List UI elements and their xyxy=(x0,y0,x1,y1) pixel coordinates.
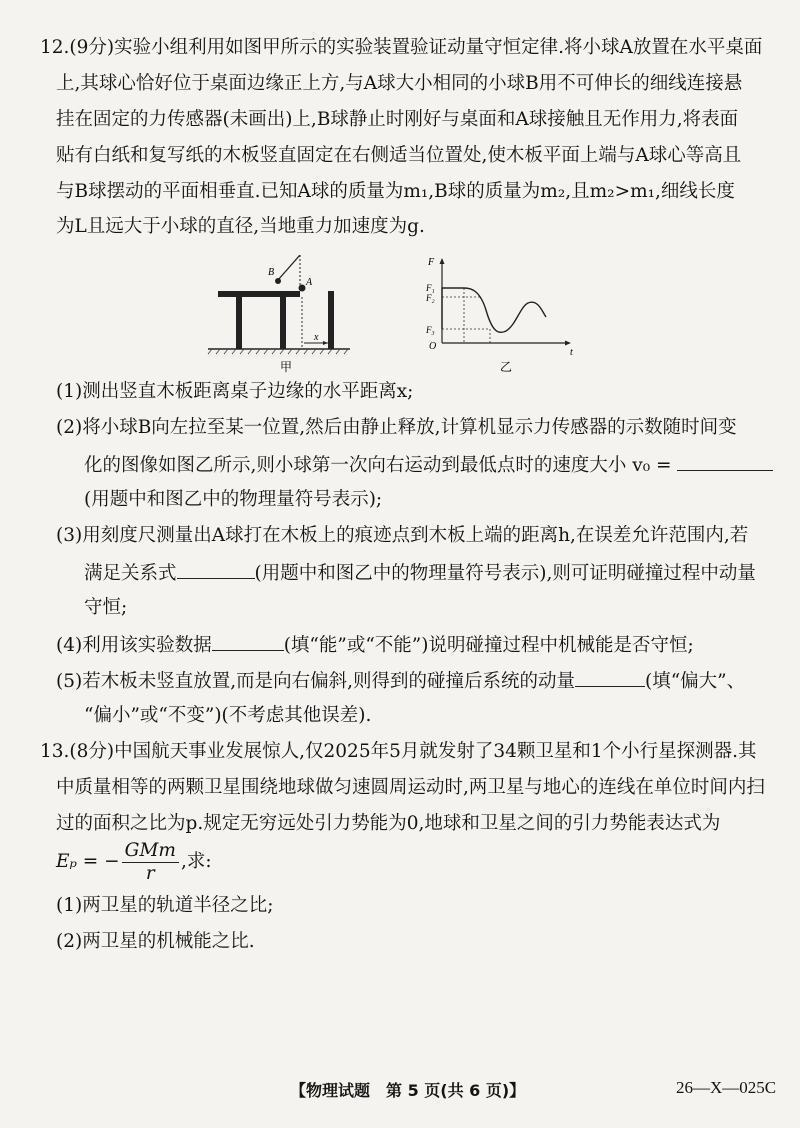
answer-blank-energy[interactable] xyxy=(212,632,284,651)
ball-a xyxy=(299,285,306,292)
q12-sub1: (1)测出竖直木板距离桌子边缘的水平距离x; xyxy=(56,381,414,402)
ground-hatch xyxy=(208,349,348,354)
q12-sub5-line1 xyxy=(56,668,786,694)
force-curve xyxy=(442,288,546,332)
q13-formula xyxy=(56,836,786,888)
table-leg-left xyxy=(236,297,242,349)
label-f3: F₃ xyxy=(426,325,435,335)
formula-tail: ,求: xyxy=(180,851,212,872)
table-top xyxy=(218,291,300,297)
q13-line-2: 中质量相等的两颗卫星围绕地球做匀速圆周运动时,两卫星与地心的连线在单位时间内扫 xyxy=(56,777,765,798)
q12-sub5-text-a: (5)若木板未竖直放置,而是向右偏斜,则得到的碰撞后系统的动量 xyxy=(56,671,575,692)
q12-sub4-text-b: (填“能”或“不能”)说明碰撞过程中机械能是否守恒; xyxy=(283,635,694,656)
label-f2: F₂ xyxy=(426,293,435,303)
q13-sub1: (1)两卫星的轨道半径之比; xyxy=(56,895,274,916)
label-a: A xyxy=(306,277,313,288)
axis-label-t: t xyxy=(570,347,573,358)
q12-line-3: 挂在固定的力传感器(未画出)上,B球静止时刚好与桌面和A球接触且无作用力,将表面 xyxy=(56,109,739,130)
q12-sub2-line3: (用题中和图乙中的物理量符号表示); xyxy=(84,489,383,510)
q13-sub2: (2)两卫星的机械能之比. xyxy=(56,931,255,952)
label-x: x xyxy=(314,332,319,343)
q12-line-2: 上,其球心恰好位于桌面边缘正上方,与A球大小相同的小球B用不可伸长的细线连接悬 xyxy=(56,73,743,94)
q13-line-3: 过的面积之比为p.规定无穷远处引力势能为0,地球和卫星之间的引力势能表达式为 xyxy=(56,813,721,834)
q12-sub4 xyxy=(56,632,786,658)
q12-sub4-text-a: (4)利用该实验数据 xyxy=(56,635,212,656)
guide-lines xyxy=(442,288,490,343)
figure-yi xyxy=(420,255,590,380)
string xyxy=(278,255,300,280)
q12-line-5: 与B球摆动的平面相垂直.已知A球的质量为m₁,B球的质量为m₂,且m₂>m₁,细线长度 xyxy=(56,181,735,202)
footer-title: 【物理试题 第 5 页(共 6 页)】 xyxy=(290,1081,526,1100)
formula-fraction xyxy=(122,840,179,885)
q12-sub3-line1: (3)用刻度尺测量出A球打在木板上的痕迹点到木板上端的距离h,在误差允许范围内,若 xyxy=(56,525,749,546)
q12-sub3-text-b: (用题中和图乙中的物理量符号表示),则可证明碰撞过程中动量 xyxy=(254,563,756,584)
table-leg-right xyxy=(280,297,286,349)
axis-label-f: F xyxy=(428,257,435,268)
footer-code: 26—X—025C xyxy=(676,1078,777,1097)
wooden-board xyxy=(328,291,334,349)
q12-sub2-text: 化的图像如图乙所示,则小球第一次向右运动到最低点时的速度大小 v₀ = xyxy=(84,455,672,476)
q12-sub2-line1: (2)将小球B向左拉至某一位置,然后由静止释放,计算机显示力传感器的示数随时间变 xyxy=(56,417,737,438)
q12-sub5-text-b: (填“偏大”、 xyxy=(644,671,746,692)
label-b: B xyxy=(268,267,275,278)
f-axis-arrow xyxy=(440,258,445,264)
q12-sub3-text-a: 满足关系式 xyxy=(84,563,177,584)
formula-lhs: Eₚ = − xyxy=(56,851,120,872)
formula-denominator: r xyxy=(145,862,155,884)
q12-line-6: 为L且远大于小球的直径,当地重力加速度为g. xyxy=(56,216,425,237)
origin-label: O xyxy=(429,341,437,352)
q12-sub3-line2 xyxy=(84,560,800,586)
caption-yi: 乙 xyxy=(500,360,513,374)
q13-line-1: 13.(8分)中国航天事业发展惊人,仅2025年5月就发射了34颗卫星和1个小行星探测器.其 xyxy=(40,741,757,762)
q12-line-1: 12.(9分)实验小组利用如图甲所示的实验装置验证动量守恒定律.将小球A放置在水平桌面 xyxy=(40,37,763,58)
formula-numerator: GMm xyxy=(122,840,179,863)
label-f1: F₁ xyxy=(426,283,435,293)
q12-sub2-line2 xyxy=(84,452,800,478)
ball-b xyxy=(275,278,281,284)
q12-sub5-line2: “偏小”或“不变”)(不考虑其他误差). xyxy=(84,705,372,726)
q12-sub3-line3: 守恒; xyxy=(84,597,128,618)
figure-jia xyxy=(200,255,370,380)
q12-line-4: 贴有白纸和复写纸的木板竖直固定在右侧适当位置处,使木板平面上端与A球心等高且 xyxy=(56,145,742,166)
caption-jia: 甲 xyxy=(280,360,293,374)
answer-blank-relation[interactable] xyxy=(177,560,255,579)
x-arrow-right xyxy=(323,341,328,345)
answer-blank-momentum[interactable] xyxy=(575,668,645,687)
answer-blank-v0[interactable] xyxy=(677,452,773,471)
t-axis-arrow xyxy=(565,341,571,346)
